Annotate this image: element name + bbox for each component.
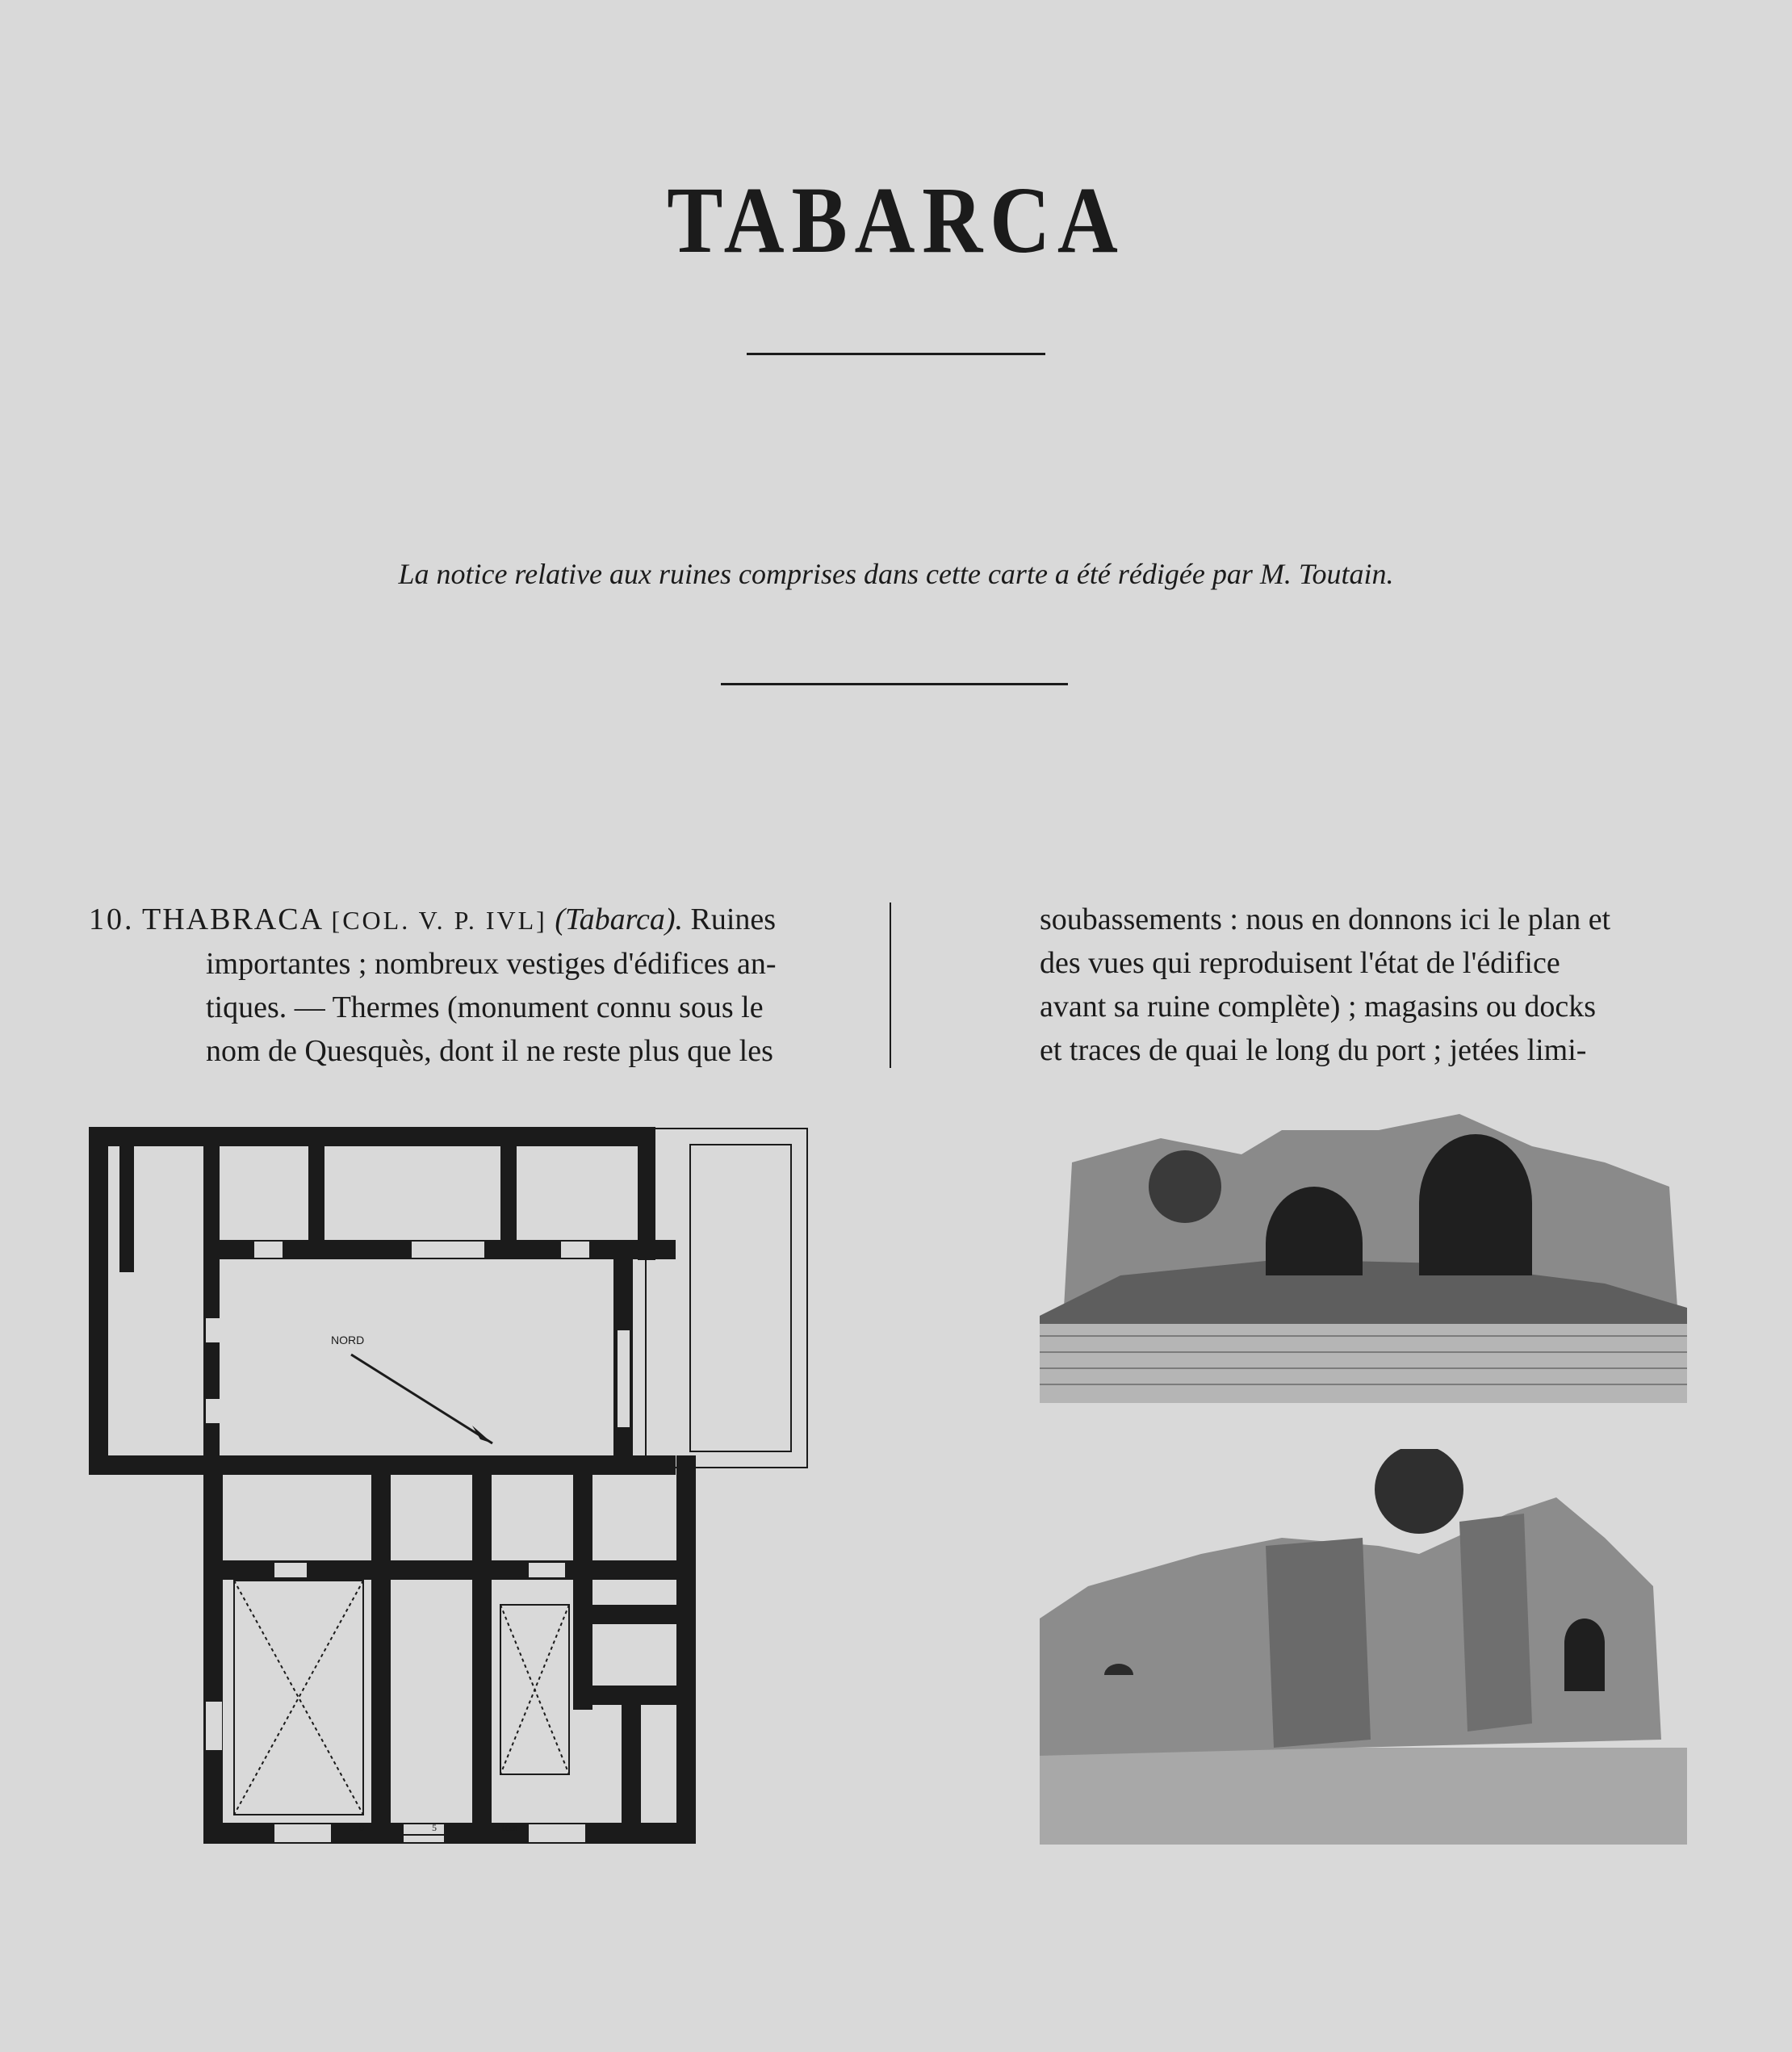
plan-pier <box>119 1143 134 1272</box>
plan-wall <box>89 1127 646 1146</box>
page-title: TABARCA <box>667 167 1125 273</box>
thermae-floor-plan <box>89 1120 815 1847</box>
ruin-tree <box>1149 1150 1221 1223</box>
north-label: NORD <box>331 1334 365 1346</box>
notice-rule <box>721 683 1068 685</box>
scale-label-0: 0 <box>359 1822 364 1833</box>
ruin-doorway <box>1564 1619 1605 1691</box>
plan-annex-room <box>690 1145 791 1451</box>
entry-number: 10. <box>89 902 135 936</box>
plan-wall <box>308 1127 324 1240</box>
entry-right-column <box>1040 898 1698 1072</box>
entry-right-line-2: des vues qui reproduisent l'état de l'édifice <box>1040 946 1560 980</box>
ground-hatching <box>1040 1748 1687 1845</box>
entry-line-3: tiques. — Thermes (monument connu sous le <box>206 990 764 1024</box>
entry-bracket: [COL. V. P. IVL] <box>331 906 547 935</box>
scale-label-10: 10m <box>500 1822 518 1833</box>
plan-wall <box>676 1455 696 1843</box>
north-arrow <box>331 1334 492 1443</box>
notice-text: La notice relative aux ruines comprises dans cette carte a été rédigée par M. Toutain. <box>398 558 1394 590</box>
plan-wall <box>89 1127 108 1474</box>
scale-label-5: 5 <box>432 1822 437 1833</box>
ruin-vegetation <box>1375 1449 1463 1534</box>
ruin-engraving-lower <box>1040 1449 1687 1845</box>
plan-annex-outline <box>646 1129 807 1468</box>
ruin-arch <box>1419 1134 1532 1275</box>
entry-right-line-1: soubassements : nous en donnons ici le plan et <box>1040 902 1611 936</box>
plan-wall <box>203 1455 223 1843</box>
plan-wall <box>573 1605 686 1624</box>
ruin-engraving-upper <box>1040 1114 1687 1403</box>
entry-line-2: importantes ; nombreux vestiges d'édifices an- <box>206 947 777 981</box>
plan-wall <box>89 1455 210 1475</box>
ruin-pier <box>1266 1538 1371 1748</box>
plan-wall <box>371 1468 391 1839</box>
entry-first-line <box>89 902 776 936</box>
entry-line-4: nom de Quesquès, dont il ne reste plus que les <box>206 1034 773 1068</box>
plan-wall <box>573 1468 592 1710</box>
plan-wall <box>203 1455 676 1475</box>
entry-right-line-3: avant sa ruine complète) ; magasins ou docks <box>1040 990 1597 1024</box>
title-rule <box>747 353 1045 355</box>
entry-left-column <box>89 898 860 1073</box>
ruin-pier <box>1459 1514 1532 1732</box>
plan-wall <box>500 1127 517 1240</box>
entry-line-1: Ruines <box>690 902 777 936</box>
entry-name: THABRACA <box>142 902 324 936</box>
column-separator <box>890 902 891 1068</box>
plan-wall <box>472 1468 492 1839</box>
entry-modern-name: (Tabarca). <box>555 902 684 936</box>
entry-right-line-4: et traces de quai le long du port ; jetées limi- <box>1040 1033 1587 1067</box>
ground-hatching <box>1040 1320 1687 1403</box>
plan-wall <box>622 1686 641 1839</box>
